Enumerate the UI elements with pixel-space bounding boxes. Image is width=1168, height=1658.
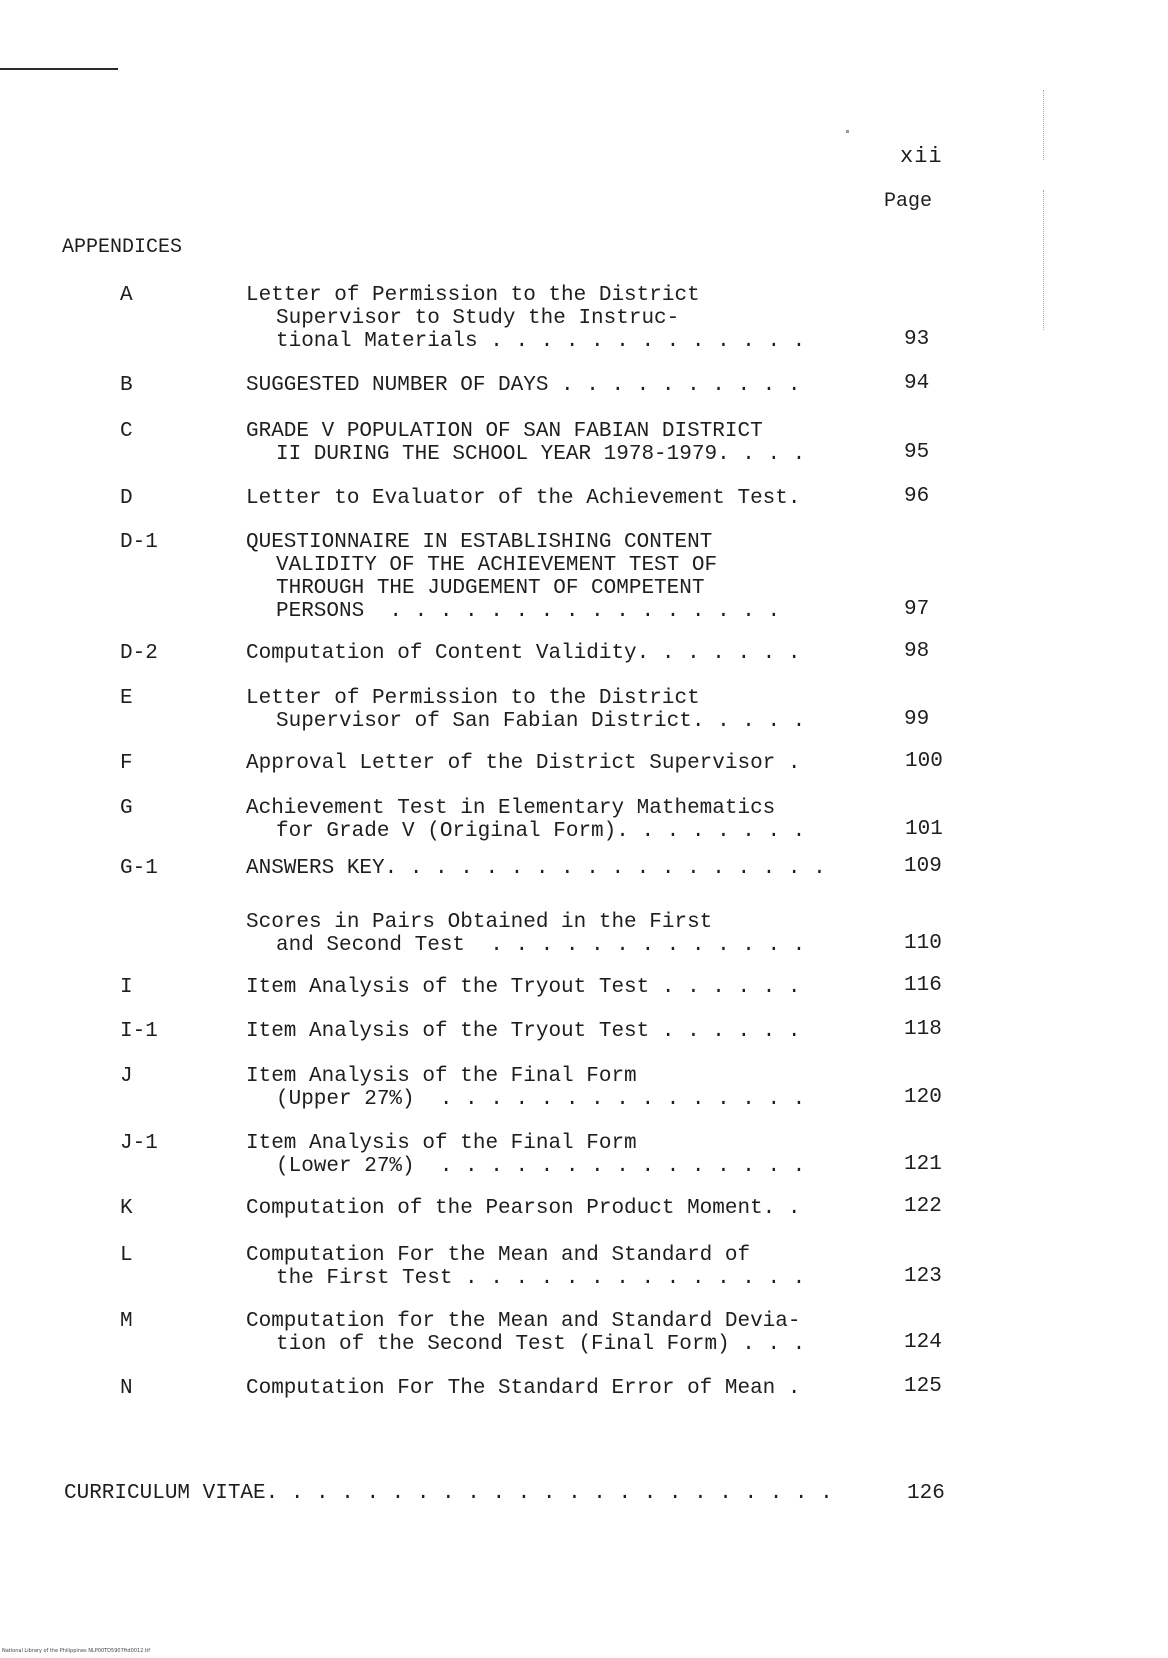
appendix-letter: K [120, 1197, 133, 1220]
appendix-page-number: 124 [904, 1331, 942, 1354]
curriculum-vitae-page: 126 [907, 1482, 945, 1505]
appendix-title-line: and Second Test . . . . . . . . . . . . . [276, 934, 806, 957]
appendix-page-number: 101 [905, 818, 943, 841]
appendix-title-line: Supervisor of San Fabian District. . . . . [276, 710, 806, 733]
appendix-title [246, 420, 886, 466]
appendix-letter: E [120, 687, 133, 710]
appendix-title-line: II DURING THE SCHOOL YEAR 1978-1979. . . . [276, 443, 806, 466]
page-number: xii [900, 144, 943, 169]
appendix-title [246, 1244, 886, 1290]
appendix-title-line: QUESTIONNAIRE IN ESTABLISHING CONTENT [246, 531, 713, 554]
appendix-letter: B [120, 374, 133, 397]
appendix-letter: N [120, 1377, 133, 1400]
appendix-title [246, 857, 886, 880]
appendix-title [246, 976, 886, 999]
appendix-letter: A [120, 284, 133, 307]
appendix-page-number: 118 [904, 1018, 942, 1041]
appendix-title [246, 1020, 886, 1043]
appendix-page-number: 125 [904, 1375, 942, 1398]
page-column-label: Page [884, 190, 933, 213]
appendix-letter: D-2 [120, 642, 158, 665]
appendix-title [246, 752, 886, 775]
appendix-title-line: SUGGESTED NUMBER OF DAYS . . . . . . . . . . [246, 374, 801, 397]
appendix-page-number: 96 [904, 485, 930, 508]
appendix-title [246, 487, 886, 510]
appendix-page-number: 109 [904, 855, 942, 878]
appendix-title-line: Computation of Content Validity. . . . . . . [246, 642, 801, 665]
appendix-title-line: (Upper 27%) . . . . . . . . . . . . . . . [276, 1088, 806, 1111]
appendix-title-line: the First Test . . . . . . . . . . . . . . [276, 1267, 806, 1290]
appendix-title-line: tional Materials . . . . . . . . . . . . . [276, 330, 806, 353]
appendix-page-number: 116 [904, 974, 942, 997]
appendix-title [246, 284, 886, 353]
appendix-page-number: 98 [904, 640, 930, 663]
scan-footer-note: National Library of the Philippines NLP00TD5907ftd0012.tif [2, 1648, 150, 1654]
appendix-page-number: 93 [904, 328, 930, 351]
appendix-title-line: THROUGH THE JUDGEMENT OF COMPETENT [276, 577, 705, 600]
appendix-letter: L [120, 1244, 133, 1267]
appendix-page-number: 97 [904, 598, 930, 621]
appendix-page-number: 95 [904, 441, 930, 464]
curriculum-vitae-entry: CURRICULUM VITAE. . . . . . . . . . . . . . . . . . . . . . . [64, 1482, 833, 1505]
appendix-title [246, 374, 886, 397]
appendix-title-line: Letter of Permission to the District [246, 284, 700, 307]
appendix-title-line: Achievement Test in Elementary Mathematics [246, 797, 776, 820]
appendix-page-number: 121 [904, 1153, 942, 1176]
appendix-title-line: VALIDITY OF THE ACHIEVEMENT TEST OF [276, 554, 718, 577]
appendix-page-number: 123 [904, 1265, 942, 1288]
appendix-title-line: Letter to Evaluator of the Achievement Test. [246, 487, 801, 510]
appendix-title-line: Item Analysis of the Tryout Test . . . . . . [246, 1020, 801, 1043]
appendix-title [246, 642, 886, 665]
appendix-title [246, 687, 886, 733]
appendix-letter: I [120, 976, 133, 999]
appendix-title-line: tion of the Second Test (Final Form) . . . [276, 1333, 806, 1356]
appendix-title-line: Scores in Pairs Obtained in the First [246, 911, 713, 934]
appendix-title [246, 1310, 886, 1356]
appendix-letter: G [120, 797, 133, 820]
appendix-title-line: for Grade V (Original Form). . . . . . . . [276, 820, 806, 843]
appendix-title-line: Letter of Permission to the District [246, 687, 700, 710]
appendix-title [246, 1132, 886, 1178]
appendix-letter: J [120, 1065, 133, 1088]
appendix-title [246, 1197, 886, 1220]
appendix-letter: I-1 [120, 1020, 158, 1043]
appendix-page-number: 122 [904, 1195, 942, 1218]
appendix-page-number: 120 [904, 1086, 942, 1109]
section-title: APPENDICES [62, 236, 183, 259]
appendix-title-line: Computation For The Standard Error of Mean . [246, 1377, 801, 1400]
appendix-title [246, 1065, 886, 1111]
appendix-title-line: PERSONS . . . . . . . . . . . . . . . . [276, 600, 781, 623]
appendix-page-number: 94 [904, 372, 930, 395]
appendix-letter: D-1 [120, 531, 158, 554]
appendix-title-line: Item Analysis of the Final Form [246, 1132, 637, 1155]
appendix-page-number: 110 [904, 932, 942, 955]
appendix-title-line: Approval Letter of the District Supervisor . [246, 752, 801, 775]
appendix-title-line: Item Analysis of the Final Form [246, 1065, 637, 1088]
appendix-title [246, 1377, 886, 1400]
appendix-title [246, 797, 886, 843]
appendix-letter: D [120, 487, 133, 510]
appendix-letter: C [120, 420, 133, 443]
appendix-page-number: 100 [905, 750, 943, 773]
appendix-title-line: ANSWERS KEY. . . . . . . . . . . . . . . . . . [246, 857, 826, 880]
appendix-page-number: 99 [904, 708, 930, 731]
appendix-title [246, 911, 886, 957]
appendix-title-line: Computation For the Mean and Standard of [246, 1244, 751, 1267]
appendix-letter: G-1 [120, 857, 158, 880]
appendix-letter: F [120, 752, 133, 775]
appendix-title [246, 531, 886, 623]
appendix-title-line: Item Analysis of the Tryout Test . . . . . . [246, 976, 801, 999]
appendix-title-line: Supervisor to Study the Instruc- [276, 307, 680, 330]
appendix-letter: M [120, 1310, 133, 1333]
appendix-letter: J-1 [120, 1132, 158, 1155]
appendix-title-line: (Lower 27%) . . . . . . . . . . . . . . . [276, 1155, 806, 1178]
appendix-title-line: Computation for the Mean and Standard Devia- [246, 1310, 801, 1333]
appendix-title-line: Computation of the Pearson Product Moment. . [246, 1197, 801, 1220]
appendix-title-line: GRADE V POPULATION OF SAN FABIAN DISTRICT [246, 420, 763, 443]
